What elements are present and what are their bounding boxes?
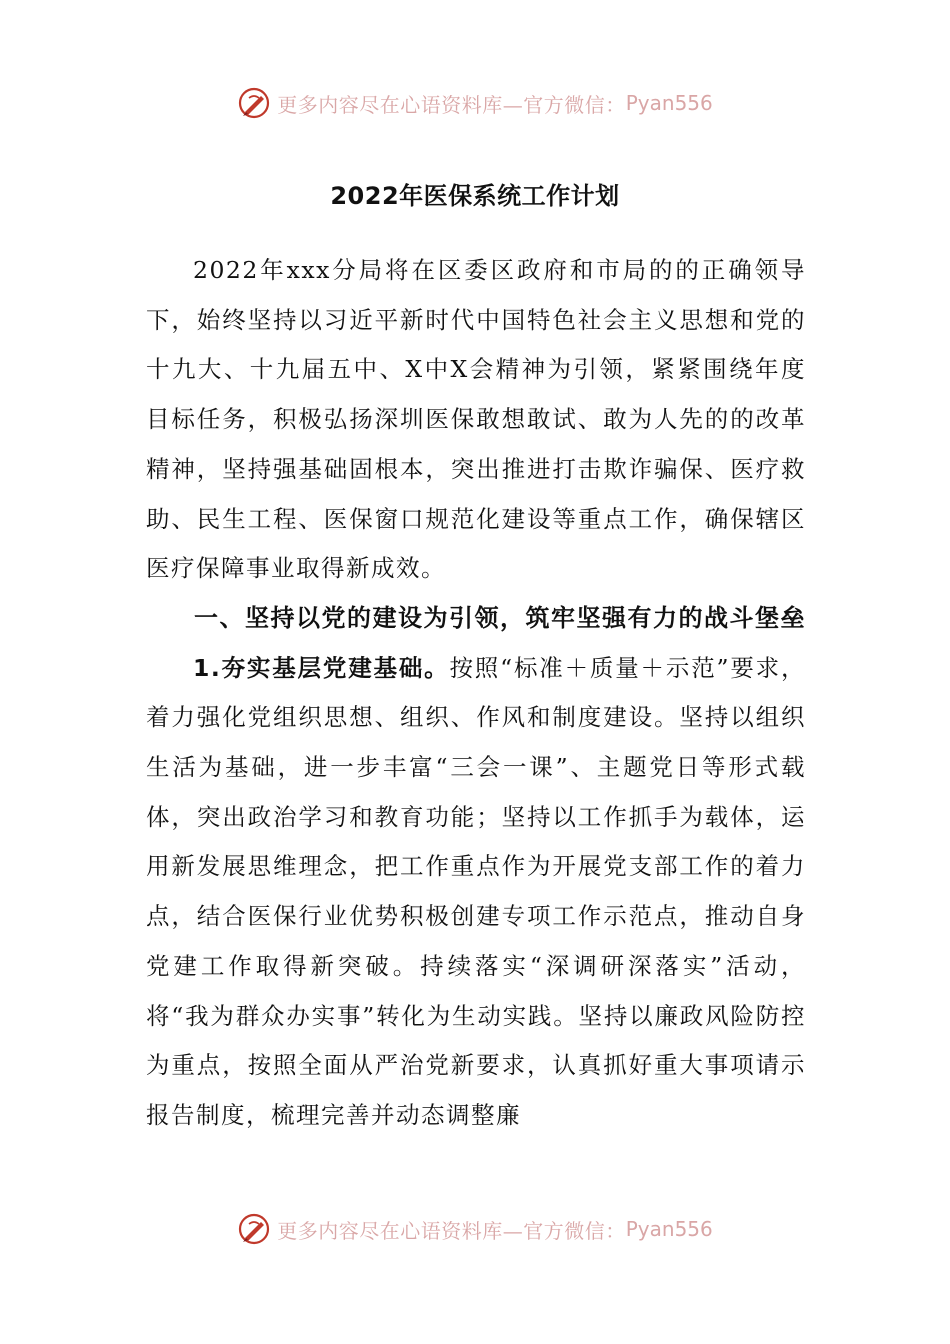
watermark-banner-bottom xyxy=(0,1212,950,1250)
watermark-wechat-id: Pyan556 xyxy=(625,91,713,115)
item-paragraph xyxy=(146,644,806,1141)
item-body: 按照“标准＋质量＋示范”要求，着力强化党组织思想、组织、作风和制度建设。坚持以组织生活为基础，进一步丰富“三会一课”、主题党日等形式载体，突出政治学习和教育功能；坚持以工作抓手为载体，运用新发展思维理念，把工作重点作为开展党支部工作的着力点，结合医保行业优势积极创建专项工作示范点，推动自身党建工作取得新突破。持续落实“深调研深落实”活动，将“我为群众办实事”转化为生动实践。坚持以廉政风险防控为重点，按照全面从严治党新要求，认真抓好重大事项请示报告制度，梳理完善并动态调整廉 xyxy=(146,653,806,1129)
section-heading: 一、坚持以党的建设为引领，筑牢坚强有力的战斗堡垒 xyxy=(194,603,806,632)
document-body xyxy=(146,246,806,1141)
pen-logo-icon xyxy=(237,86,271,120)
item-title: 1.夯实基层党建基础。 xyxy=(193,653,450,682)
watermark-text: 更多内容尽在心语资料库—官方微信： xyxy=(277,92,626,117)
watermark-wechat-id: Pyan556 xyxy=(625,1217,713,1241)
document-title: 2022年医保系统工作计划 xyxy=(330,182,620,210)
watermark-text: 更多内容尽在心语资料库—官方微信： xyxy=(277,1218,626,1243)
pen-logo-icon xyxy=(237,1212,271,1246)
intro-paragraph: 2022年xxx分局将在区委区政府和市局的的正确领导下，始终坚持以习近平新时代中国特色社会主义思想和党的十九大、十九届五中、X中X会精神为引领，紧紧围绕年度目标任务，积极弘扬深圳医保敢想敢试、敢为人先的的改革精神，坚持强基础固根本，突出推进打击欺诈骗保、医疗救助、民生工程、医保窗口规范化建设等重点工作，确保辖区医疗保障事业取得新成效。 xyxy=(146,256,806,583)
watermark-banner-top xyxy=(0,86,950,124)
